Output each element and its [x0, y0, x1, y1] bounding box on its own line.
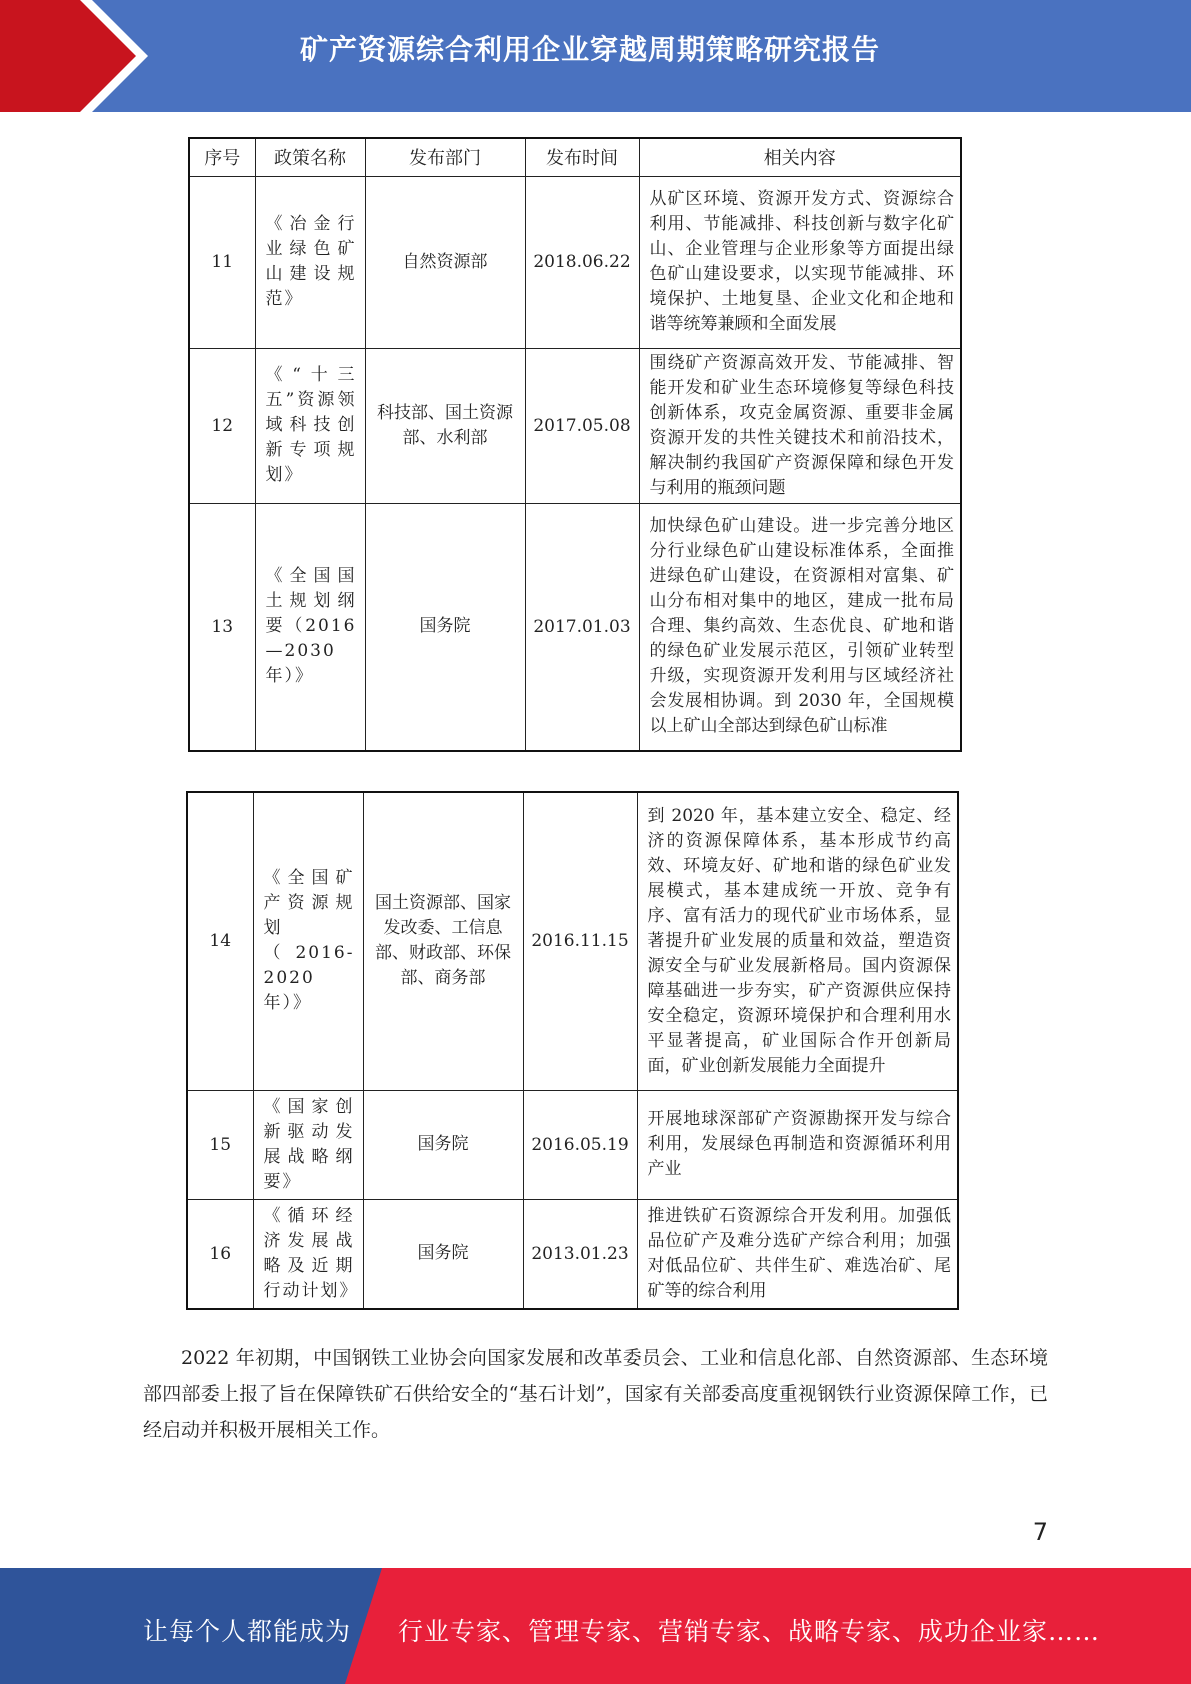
page-number: 7	[1032, 1518, 1048, 1546]
row-dept: 自然资源部	[365, 176, 525, 348]
row-dept: 国务院	[363, 1090, 523, 1199]
row-date: 2017.01.03	[525, 503, 639, 751]
row-no: 16	[187, 1199, 253, 1309]
header-content: 相关内容	[639, 138, 961, 176]
header-chevron-graphic	[0, 0, 160, 112]
row-policy-name: 《循环经济发展战略及近期行动计划》	[253, 1199, 363, 1309]
row-no: 15	[187, 1090, 253, 1199]
row-no: 14	[187, 792, 253, 1090]
row-policy-name: 《冶金行业绿色矿山建设规范》	[255, 176, 365, 348]
row-no: 11	[189, 176, 255, 348]
header-dept: 发布部门	[365, 138, 525, 176]
page-header	[0, 0, 1191, 112]
row-policy-name: 《国家创新驱动发展战略纲要》	[253, 1090, 363, 1199]
row-date: 2016.05.19	[523, 1090, 637, 1199]
table-row	[189, 503, 961, 751]
row-dept: 国务院	[363, 1199, 523, 1309]
footer-slogan-right: 行业专家、管理专家、营销专家、战略专家、成功企业家……	[398, 1617, 1101, 1646]
header-no: 序号	[189, 138, 255, 176]
row-dept: 国土资源部、国家发改委、工信息部、财政部、环保部、商务部	[363, 792, 523, 1090]
table-row	[189, 176, 961, 348]
table-row	[187, 1090, 958, 1199]
row-no: 12	[189, 348, 255, 503]
row-content: 围绕矿产资源高效开发、节能减排、智能开发和矿业生态环境修复等绿色科技创新体系，攻克金属资源、重要非金属资源开发的共性关键技术和前沿技术，解决制约我国矿产资源保障和绿色开发与利用的瓶颈问题	[639, 348, 961, 503]
row-date: 2017.05.08	[525, 348, 639, 503]
table-row	[189, 348, 961, 503]
page-footer	[0, 1568, 1191, 1684]
row-content: 推进铁矿石资源综合开发利用。加强低品位矿产及难分选矿产综合利用；加强对低品位矿、共伴生矿、难选冶矿、尾矿等的综合利用	[637, 1199, 958, 1309]
row-content: 到 2020 年，基本建立安全、稳定、经济的资源保障体系，基本形成节约高效、环境友好、矿地和谐的绿色矿业发展模式，基本建成统一开放、竞争有序、富有活力的现代矿业市场体系，显著提升矿业发展的质量和效益，塑造资源安全与矿业发展新格局。国内资源保障基础进一步夯实，矿产资源供应保持安全稳定，资源环境保护和合理利用水平显著提高，矿业国际合作开创新局面，矿业创新发展能力全面提升	[637, 792, 958, 1090]
policy-table-part-2	[186, 791, 959, 1310]
row-dept: 国务院	[365, 503, 525, 751]
report-title: 矿产资源综合利用企业穿越周期策略研究报告	[300, 33, 881, 66]
policy-table-part-1	[188, 137, 962, 752]
row-content: 加快绿色矿山建设。进一步完善分地区分行业绿色矿山建设标准体系，全面推进绿色矿山建设，在资源相对富集、矿山分布相对集中的地区，建成一批布局合理、集约高效、生态优良、矿地和谐的绿色矿业发展示范区，引领矿业转型升级，实现资源开发利用与区域经济社会发展相协调。到 2030 年，全国规模以上矿山全部达到绿色矿山标准	[639, 503, 961, 751]
row-policy-name: 《全国国土规划纲要（2016—2030年）》	[255, 503, 365, 751]
body-paragraph: 2022 年初期，中国钢铁工业协会向国家发展和改革委员会、工业和信息化部、自然资源部、生态环境部四部委上报了旨在保障铁矿石供给安全的“基石计划”，国家有关部委高度重视钢铁行业资源保障工作，已经启动并积极开展相关工作。	[143, 1347, 1048, 1441]
header-date: 发布时间	[525, 138, 639, 176]
table-row	[187, 792, 958, 1090]
table-row	[187, 1199, 958, 1309]
row-content: 开展地球深部矿产资源勘探开发与综合利用，发展绿色再制造和资源循环利用产业	[637, 1090, 958, 1199]
row-date: 2018.06.22	[525, 176, 639, 348]
row-policy-name: 《“十三五”资源领域科技创新专项规划》	[255, 348, 365, 503]
footer-slogan-left: 让每个人都能成为	[143, 1617, 352, 1646]
row-date: 2016.11.15	[523, 792, 637, 1090]
header-name: 政策名称	[255, 138, 365, 176]
row-content: 从矿区环境、资源开发方式、资源综合利用、节能减排、科技创新与数字化矿山、企业管理与企业形象等方面提出绿色矿山建设要求，以实现节能减排、环境保护、土地复垦、企业文化和企地和谐等统筹兼顾和全面发展	[639, 176, 961, 348]
row-policy-name: 《全国矿产资源规划（2016-2020年）》	[253, 792, 363, 1090]
row-dept: 科技部、国土资源部、水利部	[365, 348, 525, 503]
row-no: 13	[189, 503, 255, 751]
table-header-row	[189, 138, 961, 176]
row-date: 2013.01.23	[523, 1199, 637, 1309]
